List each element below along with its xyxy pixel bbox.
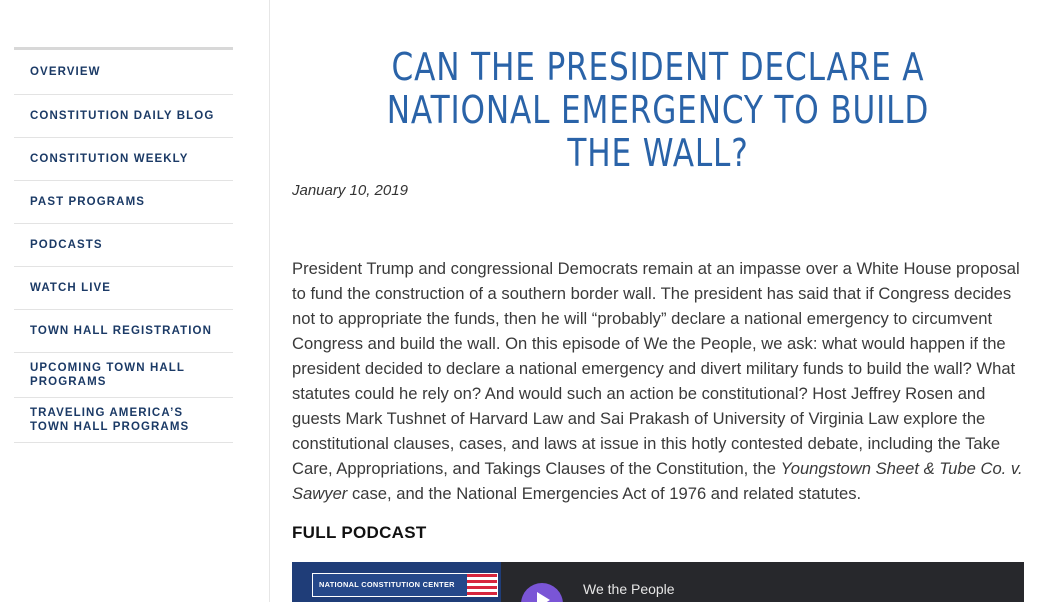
podcast-player[interactable]	[292, 562, 1024, 602]
sidebar-item-town-hall-registration[interactable]: TOWN HALL REGISTRATION	[14, 310, 233, 353]
article-body-text: President Trump and congressional Democrats remain at an impasse over a White House proposal to fund the construction of a southern border wall. The president has said that if Congress decides not to appropriate the funds, then he will “probably” declare a national emergency to circumvent Congress and build the wall. On this episode of We the People, we ask: what would happen if the president decided to declare a national emergency and divert military funds to build the wall? What statutes could he rely on? And would such an action be constitutional? Host Jeffrey Rosen and guests Mark Tushnet of Harvard Law and Sai Prakash of University of Virginia Law explore the constitutional clauses, cases, and laws at issue in this hotly contested debate, including the Take Care, Appropriations, and Takings Clauses of the Constitution, the	[292, 259, 1020, 478]
article-body	[292, 256, 1028, 506]
sidebar-item-upcoming-town-hall-programs[interactable]: UPCOMING TOWN HALL PROGRAMS	[14, 353, 233, 398]
sidebar-item-constitution-weekly[interactable]: CONSTITUTION WEEKLY	[14, 138, 233, 181]
flag-icon	[467, 574, 497, 596]
sidebar-item-traveling-americas-town-hall-programs[interactable]: TRAVELING AMERICA’S TOWN HALL PROGRAMS	[14, 398, 233, 443]
page-title: CAN THE PRESIDENT DECLARE A NATIONAL EMERGENCY TO BUILD THE WALL?	[386, 45, 930, 175]
podcast-show-name: We the People	[583, 581, 675, 597]
play-icon[interactable]	[521, 583, 563, 602]
publish-date: January 10, 2019	[292, 182, 408, 199]
sidebar-nav	[14, 47, 233, 443]
sidebar	[0, 0, 270, 602]
sidebar-item-watch-live[interactable]: WATCH LIVE	[14, 267, 233, 310]
sidebar-item-podcasts[interactable]: PODCASTS	[14, 224, 233, 267]
ncc-logo-text: NATIONAL CONSTITUTION CENTER	[319, 580, 455, 589]
case-name: Youngstown Sheet & Tube Co. v. Sawyer	[292, 459, 1023, 503]
podcast-artwork	[292, 562, 501, 602]
article-body-text-end: case, and the National Emergencies Act of 1976 and related statutes.	[347, 484, 862, 503]
ncc-logo	[312, 573, 498, 597]
sidebar-item-constitution-daily-blog[interactable]: CONSTITUTION DAILY BLOG	[14, 95, 233, 138]
full-podcast-heading: FULL PODCAST	[292, 523, 427, 542]
sidebar-item-overview[interactable]: OVERVIEW	[14, 50, 233, 95]
sidebar-item-past-programs[interactable]: PAST PROGRAMS	[14, 181, 233, 224]
